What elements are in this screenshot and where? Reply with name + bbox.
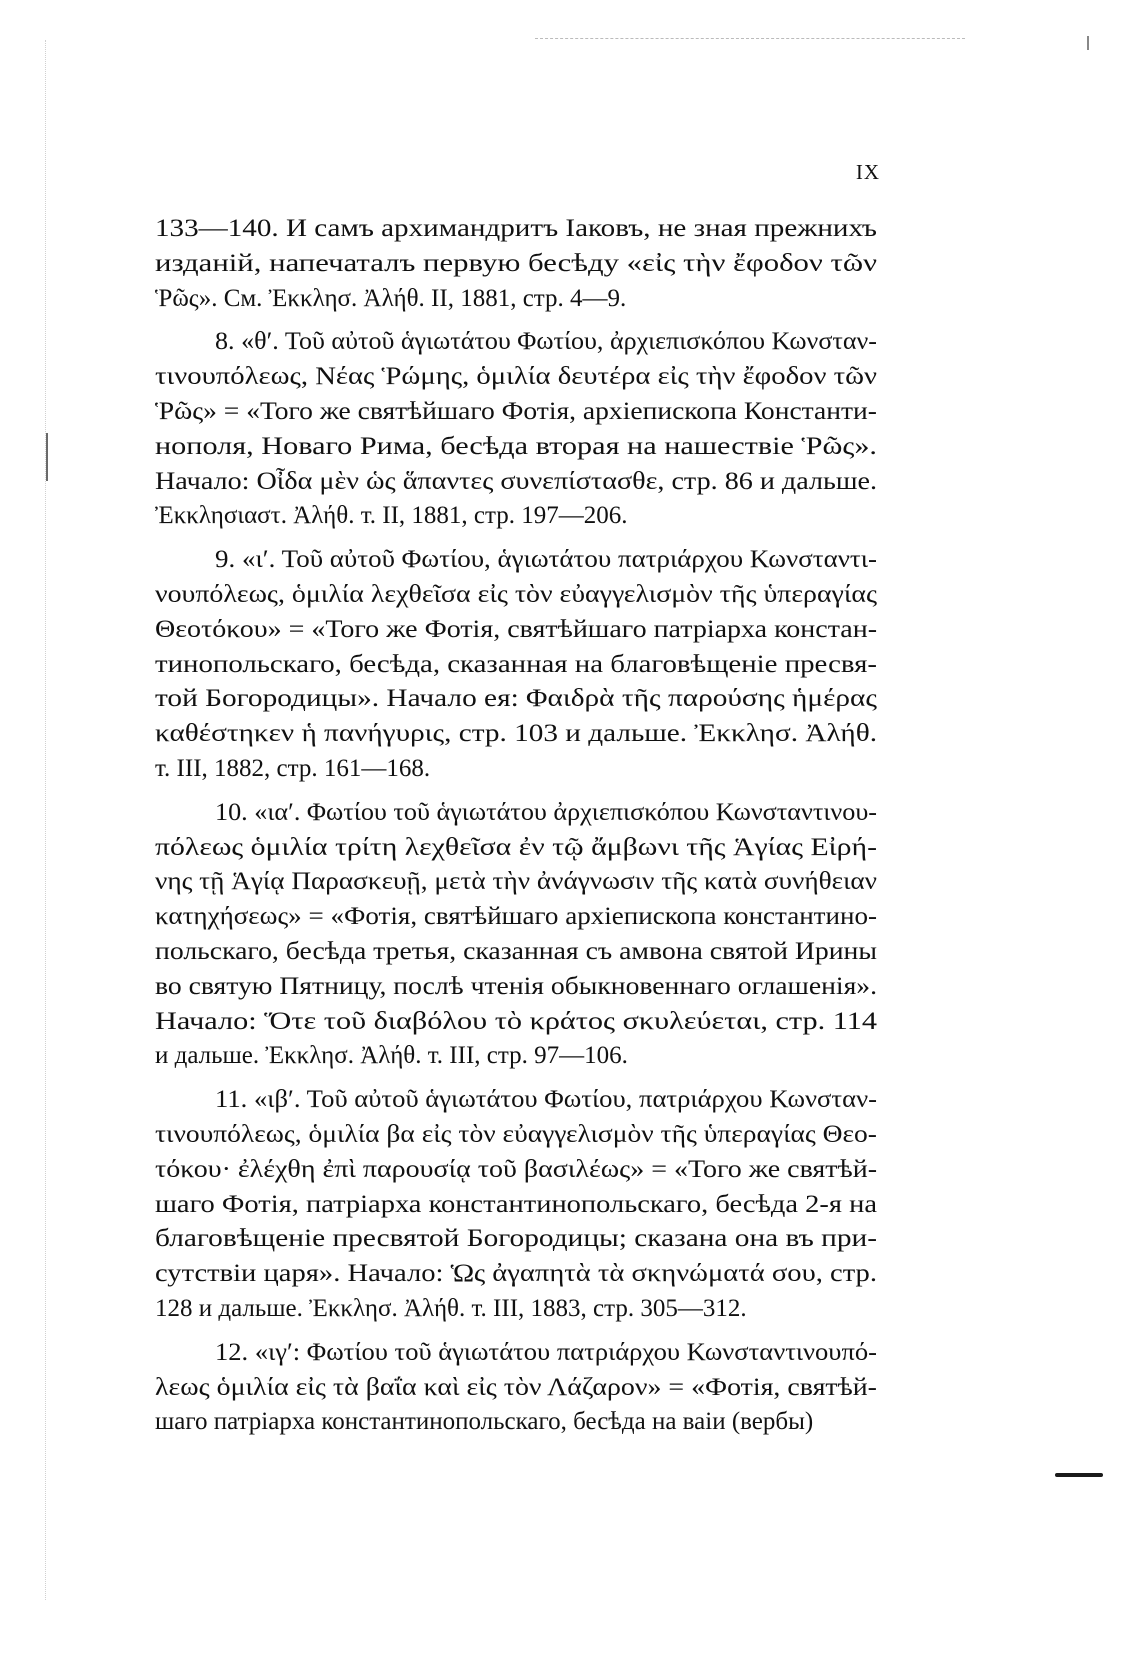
text-line-content: изданій, напечаталъ первую бесѣду «εἰς τὴν ἔφοδον τῶν xyxy=(155,249,877,277)
text-line xyxy=(155,578,877,613)
text-line-content: во святую Пятницу, послѣ чтенія обыкновеннаго оглашенія». xyxy=(155,972,878,1000)
text-line-content: 133—140. И самъ архимандритъ Іаковъ, не зная прежнихъ xyxy=(155,215,877,242)
text-line xyxy=(155,1405,877,1440)
text-line-content: той Богородицы». Начало ея: Φαιδρὰ τῆς παρούσης ἡμέρας xyxy=(155,685,877,713)
text-line-content: шаго патріарха константинопольскаго, бесѣда на ваіи (вербы) xyxy=(155,1408,814,1436)
text-line-content: Ῥῶς» = «Того же святѣйшаго Фотія, архіепископа Константи- xyxy=(155,397,877,425)
text-line-content: 12. «ιγʹ: Φωτίου τοῦ ἁγιωτάτου πατριάρχου Κωνσταντινουπό- xyxy=(215,1338,877,1366)
text-line-content: сутствіи царя». Начало: Ὡς ἀγαπητὰ τὰ σκηνώματά σου, стр. xyxy=(155,1260,877,1288)
text-line xyxy=(155,796,877,831)
text-line-content: Θεοτόκου» = «Того же Фотія, святѣйшаго патріарха констан- xyxy=(155,615,878,643)
page-number: IX xyxy=(855,160,880,184)
text-line xyxy=(155,682,877,717)
text-line-content: Ῥῶς». См. Ἐκκλησ. Ἀλήθ. II, 1881, стр. 4—9. xyxy=(155,284,627,312)
text-line xyxy=(155,1292,877,1327)
text-line-content: шаго Фотія, патріарха константинопольскаго, бесѣда 2-я на xyxy=(155,1190,878,1218)
text-line-content: τόκου· ἐλέχθη ἐπὶ παρουσίᾳ τοῦ βασιλέως» = «Того же святѣй- xyxy=(155,1155,878,1183)
text-line xyxy=(155,1083,877,1118)
paragraph-gap xyxy=(155,787,877,796)
text-line-content: 10. «ιαʹ. Φωτίου τοῦ ἁγιωτάτου ἀρχιεπισκόπου Κωνσταντινου- xyxy=(215,798,878,826)
text-line-content: νης τῇ Ἁγίᾳ Παρασκευῇ, μετὰ τὴν ἀνάγνωσιν τῆς κατὰ συνήθειαν xyxy=(155,868,878,896)
text-line-content: 9. «ιʹ. Τοῦ αὐτοῦ Φωτίου, ἁγιωτάτου πατριάρχου Κωνσταντι- xyxy=(215,546,877,574)
text-line-content: нополя, Новаго Рима, бесѣда вторая на нашествіе Ῥῶς». xyxy=(155,432,878,460)
left-scan-edge xyxy=(45,40,46,1600)
text-line xyxy=(155,935,877,970)
text-line xyxy=(155,325,877,360)
text-line xyxy=(155,543,877,578)
text-line-content: Ἐκκλησιαστ. Ἀλήθ. т. II, 1881, стр. 197—206. xyxy=(155,502,628,530)
text-line xyxy=(155,1039,877,1074)
text-line xyxy=(155,900,877,935)
text-line-content: 128 и дальше. Ἐκκλησ. Ἀλήθ. т. III, 1883, стр. 305—312. xyxy=(155,1294,747,1322)
text-line xyxy=(155,465,877,500)
text-line-content: λεως ὁμιλία εἰς τὰ βαΐα καὶ εἰς τὸν Λάζαρον» = «Фотія, святѣй- xyxy=(155,1373,877,1401)
text-line xyxy=(155,499,877,534)
text-line-content: τινουπόλεως, ὁμιλία βα εἰς τὸν εὐαγγελισμὸν τῆς ὑπεραγίας Θεο- xyxy=(155,1120,877,1148)
body-text xyxy=(155,212,877,1440)
text-line xyxy=(155,613,877,648)
text-line xyxy=(155,1118,877,1153)
text-line xyxy=(155,247,877,282)
text-line-content: Начало: Ὅτε τοῦ διαβόλου τὸ κράτος σκυλεύεται, стр. 114 xyxy=(155,1007,878,1035)
text-line xyxy=(155,1188,877,1223)
text-line-content: 8. «θʹ. Τοῦ αὐτοῦ ἁγιωτάτου Φωτίου, ἀρχιεπισκόπου Κωνσταν- xyxy=(215,328,877,356)
text-line xyxy=(155,717,877,752)
text-line xyxy=(155,1336,877,1371)
paragraph-gap xyxy=(155,534,877,543)
text-line xyxy=(155,648,877,683)
text-line-content: тинопольскаго, бесѣда, сказанная на благовѣщеніе пресвя- xyxy=(155,650,877,678)
text-line xyxy=(155,865,877,900)
text-line-content: польскаго, бесѣда третья, сказанная съ амвона святой Ирины xyxy=(155,937,878,965)
edge-smudge-mark xyxy=(1055,1473,1103,1477)
text-line xyxy=(155,831,877,866)
margin-mark xyxy=(46,433,48,481)
paragraph-gap xyxy=(155,1327,877,1336)
text-line xyxy=(155,970,877,1005)
text-line xyxy=(155,752,877,787)
text-line xyxy=(155,1222,877,1257)
text-line xyxy=(155,212,877,247)
text-line xyxy=(155,1257,877,1292)
text-line xyxy=(155,395,877,430)
text-line-content: κατηχήσεως» = «Фотія, святѣйшаго архіепископа константино- xyxy=(155,903,877,931)
text-line-content: καθέστηκεν ἡ πανήγυρις, стр. 103 и дальше. Ἐκκλησ. Ἀλήθ. xyxy=(155,720,878,748)
text-line-content: и дальше. Ἐκκλησ. Ἀλήθ. т. III, стр. 97—106. xyxy=(155,1042,628,1070)
text-line-content: νουπόλεως, ὁμιλία λεχθεῖσα εἰς τὸν εὐαγγελισμὸν τῆς ὑπεραγίας xyxy=(155,580,878,608)
text-line xyxy=(155,430,877,465)
edge-tick-mark xyxy=(1087,36,1089,50)
text-line xyxy=(155,1153,877,1188)
text-line-content: т. III, 1882, стр. 161—168. xyxy=(155,754,431,782)
paragraph-gap xyxy=(155,1074,877,1083)
text-line-content: τινουπόλεως, Νέας Ῥώμης, ὁμιλία δευτέρα εἰς τὴν ἔφοδον τῶν xyxy=(155,363,878,391)
text-line xyxy=(155,1005,877,1040)
text-line xyxy=(155,282,877,317)
text-line-content: благовѣщеніе пресвятой Богородицы; сказана она въ при- xyxy=(155,1225,878,1253)
text-line xyxy=(155,360,877,395)
text-line-content: 11. «ιβʹ. Τοῦ αὐτοῦ ἁγιωτάτου Φωτίου, πατριάρχου Κωνσταν- xyxy=(215,1086,878,1114)
paragraph-gap xyxy=(155,316,877,325)
text-line-content: Начало: Οἶδα μὲν ὡς ἅπαντες συνεπίστασθε, стр. 86 и дальше. xyxy=(155,467,878,495)
text-line-content: πόλεως ὁμιλία τρίτη λεχθεῖσα ἐν τῷ ἄμβωνι τῆς Ἁγίας Εἰρή- xyxy=(155,833,877,861)
text-line xyxy=(155,1371,877,1406)
top-scan-rule xyxy=(535,38,965,39)
